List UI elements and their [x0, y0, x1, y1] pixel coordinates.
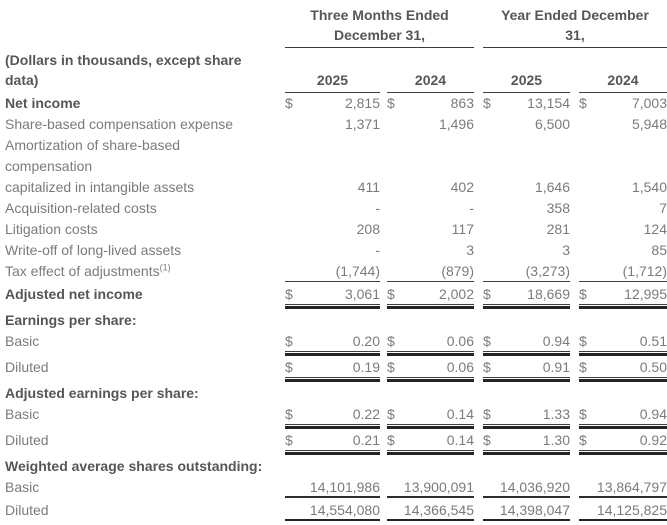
dollar-sign: $ [387, 333, 395, 349]
value-cell [387, 383, 474, 404]
value-cell [387, 114, 474, 135]
value-cell [579, 477, 667, 498]
year-column-header: 2024 [579, 70, 667, 93]
dollar-sign: $ [483, 432, 491, 448]
row-label-text: capitalized in intangible assets [5, 179, 195, 195]
value-cell [483, 477, 570, 498]
table-row [5, 404, 667, 425]
value-text: 3,061 [344, 286, 380, 302]
value-text: 3 [562, 242, 570, 258]
value-text: 411 [357, 179, 380, 195]
table-row [5, 331, 667, 352]
value-cell [387, 135, 474, 156]
value-text: 0.06 [446, 359, 474, 375]
row-label-text: compensation [5, 158, 93, 174]
table-row [5, 477, 667, 498]
value-cell [579, 177, 667, 198]
row-label [5, 284, 276, 305]
dollar-sign: $ [285, 286, 293, 302]
dollar-sign: $ [483, 333, 491, 349]
dollar-sign: $ [285, 359, 293, 375]
table-row [5, 177, 667, 198]
value-cell [483, 240, 570, 261]
row-label [5, 383, 276, 404]
value-text: 863 [450, 95, 474, 111]
value-cell [483, 404, 570, 425]
row-label [5, 198, 276, 219]
period-header-row-1 [5, 2, 667, 26]
value-cell [285, 430, 380, 451]
footnote-marker: (1) [159, 262, 171, 273]
row-label-text: Diluted [5, 502, 49, 518]
value-text: 402 [450, 179, 474, 195]
value-text: 281 [546, 221, 570, 237]
value-cell [483, 383, 570, 404]
value-text: 0.14 [446, 406, 474, 422]
value-text: 3 [466, 242, 474, 258]
value-cell [483, 261, 570, 282]
value-cell [387, 477, 474, 498]
row-label-text: Adjusted earnings per share: [5, 385, 199, 401]
value-text: 14,036,920 [499, 479, 570, 495]
table-row [5, 240, 667, 261]
value-text: 6,500 [534, 116, 570, 132]
header-spacer [5, 26, 276, 48]
value-cell [285, 331, 380, 352]
dollar-sign: $ [579, 359, 587, 375]
value-cell [483, 114, 570, 135]
row-label-text: Net income [5, 95, 81, 111]
caption-row-1 [5, 48, 667, 70]
table-row [5, 357, 667, 378]
period-header-three-months-line1: Three Months Ended [310, 7, 449, 23]
value-cell [579, 198, 667, 219]
value-cell [579, 430, 667, 451]
row-label [5, 456, 276, 477]
value-cell [483, 430, 570, 451]
value-text: 13,154 [527, 95, 570, 111]
value-cell [579, 135, 667, 156]
value-cell [387, 310, 474, 331]
value-text: 1.30 [542, 432, 570, 448]
dollar-sign: $ [285, 432, 293, 448]
value-cell [579, 284, 667, 305]
value-text: 1,646 [534, 179, 570, 195]
dollar-sign: $ [387, 359, 395, 375]
dollar-sign: $ [387, 286, 395, 302]
value-text: 7,003 [631, 95, 667, 111]
value-text: 14,101,986 [309, 479, 380, 495]
value-cell [579, 219, 667, 240]
value-cell [579, 357, 667, 378]
value-text: 117 [451, 221, 474, 237]
value-cell [579, 383, 667, 404]
value-cell [387, 430, 474, 451]
value-text: - [375, 200, 380, 216]
dollar-sign: $ [285, 333, 293, 349]
dollar-sign: $ [579, 333, 587, 349]
value-text: 0.21 [352, 432, 380, 448]
row-label [5, 331, 276, 352]
value-text: - [375, 242, 380, 258]
value-cell [387, 261, 474, 282]
value-cell [483, 331, 570, 352]
value-text: 0.94 [639, 406, 667, 422]
row-label [5, 114, 276, 135]
row-label-text: Basic [5, 333, 40, 349]
value-cell [387, 198, 474, 219]
value-text: (1,712) [622, 263, 667, 279]
value-cell [579, 331, 667, 352]
year-column-header: 2024 [387, 70, 474, 93]
table-row [5, 198, 667, 219]
dollar-sign: $ [483, 406, 491, 422]
value-cell [285, 114, 380, 135]
value-cell [483, 219, 570, 240]
value-cell [483, 135, 570, 156]
table-row [5, 430, 667, 451]
value-cell [483, 177, 570, 198]
value-text: 1,496 [438, 116, 474, 132]
year-column-header: 2025 [285, 70, 380, 93]
value-cell [483, 93, 570, 114]
value-text: 358 [546, 200, 570, 216]
row-label [5, 404, 276, 425]
row-label-text: Amortization of share-based [5, 137, 181, 153]
table-caption-line2: data) [5, 72, 39, 88]
value-cell [579, 456, 667, 477]
row-label [5, 156, 276, 177]
row-label [5, 177, 276, 198]
row-label [5, 357, 276, 378]
value-text: 7 [659, 200, 667, 216]
value-cell [387, 357, 474, 378]
value-text: 14,366,545 [403, 502, 474, 518]
table-row [5, 135, 667, 156]
row-label [5, 219, 276, 240]
row-label [5, 261, 276, 282]
table-row [5, 261, 667, 282]
table-row [5, 114, 667, 135]
row-label-text: Diluted [5, 359, 49, 375]
value-cell [285, 456, 380, 477]
value-cell [387, 93, 474, 114]
table-row [5, 219, 667, 240]
row-label-text: Basic [5, 406, 40, 422]
value-text: 0.50 [639, 359, 667, 375]
value-text: 14,554,080 [309, 502, 380, 518]
value-text: - [469, 200, 474, 216]
value-text: 0.14 [446, 432, 474, 448]
value-text: 14,398,047 [499, 502, 570, 518]
value-cell [285, 219, 380, 240]
value-cell [285, 135, 380, 156]
dollar-sign: $ [483, 359, 491, 375]
value-cell [483, 156, 570, 177]
value-text: (3,273) [525, 263, 570, 279]
value-cell [387, 500, 474, 521]
value-text: 0.92 [639, 432, 667, 448]
row-label-text: Share-based compensation expense [5, 116, 234, 132]
value-text: (1,744) [335, 263, 380, 279]
value-text: 85 [651, 242, 667, 258]
dollar-sign: $ [483, 286, 491, 302]
value-text: (879) [441, 263, 474, 279]
table-row [5, 383, 667, 404]
value-text: 14,125,825 [596, 502, 667, 518]
value-cell [483, 310, 570, 331]
value-cell [579, 93, 667, 114]
value-cell [285, 156, 380, 177]
row-label [5, 430, 276, 451]
value-text: 0.91 [542, 359, 570, 375]
value-cell [387, 156, 474, 177]
row-label-text: Earnings per share: [5, 312, 137, 328]
row-label-text: Litigation costs [5, 221, 98, 237]
row-label-text: Write-off of long-lived assets [5, 242, 182, 258]
row-label [5, 310, 276, 331]
value-text: 0.94 [542, 333, 570, 349]
value-cell [285, 310, 380, 331]
value-cell [387, 331, 474, 352]
value-text: 5,948 [631, 116, 667, 132]
value-cell [387, 177, 474, 198]
value-cell [387, 456, 474, 477]
period-header-row-2 [5, 26, 667, 48]
dollar-sign: $ [579, 95, 587, 111]
value-cell [285, 477, 380, 498]
value-text: 12,995 [624, 286, 667, 302]
dollar-sign: $ [387, 432, 395, 448]
period-header-year-ended-line2: 31, [483, 26, 667, 48]
value-cell [285, 500, 380, 521]
value-cell [579, 310, 667, 331]
dollar-sign: $ [579, 406, 587, 422]
dollar-sign: $ [285, 95, 293, 111]
value-text: 1,540 [631, 179, 667, 195]
value-text: 18,669 [527, 286, 570, 302]
dollar-sign: $ [483, 95, 491, 111]
value-text: 1.33 [542, 406, 570, 422]
dollar-sign: $ [579, 432, 587, 448]
value-text: 124 [643, 221, 667, 237]
row-label-text: Tax effect of adjustments [5, 263, 160, 279]
value-cell [483, 284, 570, 305]
table-row [5, 284, 667, 305]
dollar-sign: $ [285, 406, 293, 422]
value-cell [285, 93, 380, 114]
year-column-header: 2025 [483, 70, 570, 93]
table-row [5, 500, 667, 521]
table-row [5, 310, 667, 331]
value-cell [285, 383, 380, 404]
table-row [5, 156, 667, 177]
header-spacer [5, 2, 276, 26]
row-label [5, 477, 276, 498]
row-label [5, 135, 276, 156]
value-cell [285, 284, 380, 305]
value-cell [387, 240, 474, 261]
value-cell [483, 357, 570, 378]
value-text: 0.19 [352, 359, 380, 375]
caption-and-years-row [5, 70, 667, 93]
dollar-sign: $ [579, 286, 587, 302]
value-cell [285, 177, 380, 198]
dollar-sign: $ [387, 95, 395, 111]
table-caption-line1: (Dollars in thousands, except share [5, 52, 242, 68]
row-label [5, 93, 276, 114]
value-text: 0.20 [352, 333, 380, 349]
value-text: 2,002 [438, 286, 474, 302]
value-cell [285, 240, 380, 261]
row-label [5, 240, 276, 261]
row-label-text: Adjusted net income [5, 286, 143, 302]
value-cell [285, 357, 380, 378]
value-text: 13,900,091 [403, 479, 474, 495]
value-cell [579, 404, 667, 425]
value-cell [483, 456, 570, 477]
value-text: 0.51 [639, 333, 667, 349]
value-cell [579, 156, 667, 177]
value-text: 2,815 [344, 95, 380, 111]
table-row [5, 456, 667, 477]
period-header-three-months-line2: December 31, [285, 26, 474, 48]
row-label-text: Basic [5, 479, 40, 495]
value-cell [483, 198, 570, 219]
value-cell [579, 114, 667, 135]
table-row [5, 93, 667, 114]
value-cell [579, 500, 667, 521]
table-body [5, 93, 667, 521]
value-cell [285, 404, 380, 425]
dollar-sign: $ [387, 406, 395, 422]
value-text: 208 [356, 221, 380, 237]
row-label-text: Weighted average shares outstanding: [5, 458, 263, 474]
value-cell [483, 500, 570, 521]
value-cell [579, 240, 667, 261]
value-cell [285, 198, 380, 219]
value-cell [387, 219, 474, 240]
value-text: 0.22 [352, 406, 380, 422]
value-text: 1,371 [344, 116, 380, 132]
value-cell [285, 261, 380, 282]
row-label [5, 500, 276, 521]
value-cell [387, 404, 474, 425]
row-label-text: Acquisition-related costs [5, 200, 157, 216]
period-header-year-ended-line1: Year Ended December [501, 7, 649, 23]
row-label-text: Diluted [5, 432, 49, 448]
value-text: 13,864,797 [596, 479, 667, 495]
value-text: 0.06 [446, 333, 474, 349]
value-cell [579, 261, 667, 282]
value-cell [387, 284, 474, 305]
